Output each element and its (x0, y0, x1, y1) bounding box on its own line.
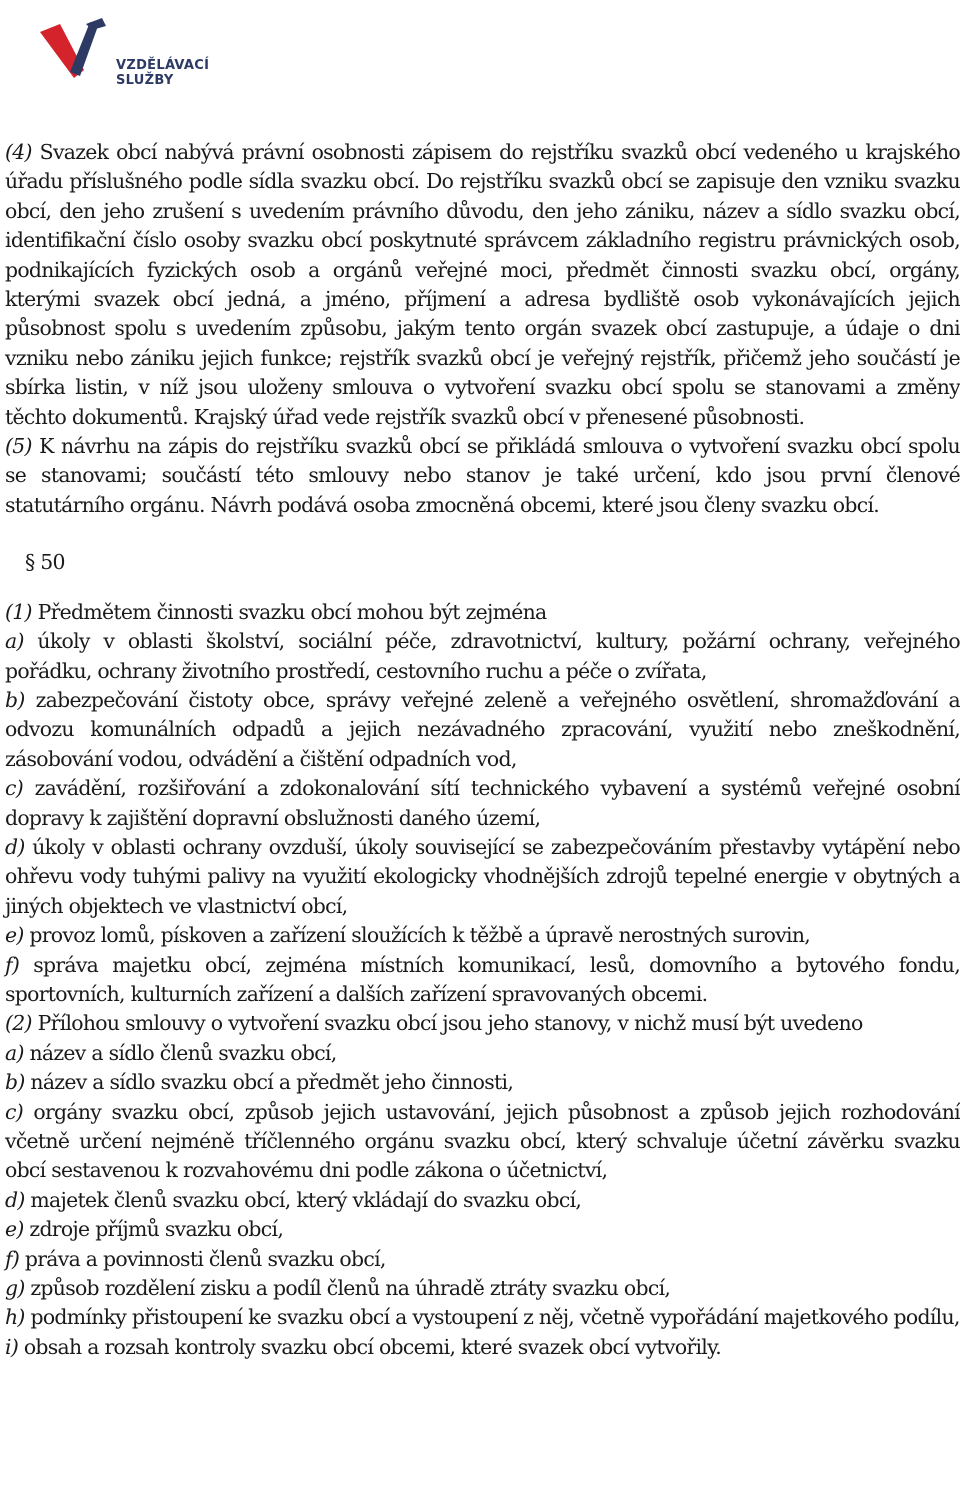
paragraph-label: a) (5, 1040, 24, 1065)
paragraph-text: obsah a rozsah kontroly svazku obcí obcemi, které svazek obcí vytvořily. (18, 1334, 721, 1359)
paragraph-label: f) (5, 952, 20, 977)
paragraph-label: c) (5, 776, 23, 801)
paragraph-text: Přílohou smlouvy o vytvoření svazku obcí jsou jeho stanovy, v nichž musí být uvedeno (31, 1011, 863, 1036)
paragraph-text: úkoly v oblasti školství, sociální péče, zdravotnictví, kultury, požární ochrany, veřejného pořádku, ochrany životního prostředí, cestovního ruchu a péče o zvířata, (5, 629, 960, 683)
paragraph-text: název a sídlo členů svazku obcí, (23, 1040, 337, 1065)
paragraph-text: práva a povinnosti členů svazku obcí, (19, 1246, 386, 1271)
paragraph (5, 951, 960, 1010)
logo-line-1: VZDĚLÁVACÍ (116, 58, 210, 73)
paragraph-text: podmínky přistoupení ke svazku obcí a vystoupení z něj, včetně vypořádání majetkového podílu, (24, 1305, 960, 1330)
paragraph (5, 1333, 960, 1362)
paragraph-label: a) (5, 629, 24, 654)
paragraph-label: b) (5, 1070, 25, 1095)
paragraph (5, 1215, 960, 1244)
paragraph-label: (2) (5, 1011, 32, 1036)
logo-line-2: SLUŽBY (116, 73, 174, 88)
paragraph (5, 1274, 960, 1303)
paragraph (5, 138, 960, 432)
paragraph (5, 1245, 960, 1274)
paragraph-text: správa majetku obcí, zejména místních komunikací, lesů, domovního a bytového fondu, sportovních, kulturních zařízení a dalších zařízení spravovaných obcemi. (5, 952, 960, 1006)
paragraph-label: b) (5, 687, 25, 712)
paragraph (5, 1039, 960, 1068)
section-heading: § 50 (25, 550, 65, 575)
paragraph-label: (4) (5, 140, 32, 164)
paragraphs-bottom (5, 598, 960, 1363)
paragraph-text: název a sídlo svazku obcí a předmět jeho činnosti, (24, 1070, 514, 1095)
paragraph-text: majetek členů svazku obcí, který vkládají do svazku obcí, (24, 1187, 582, 1212)
paragraph-label: d) (5, 834, 25, 859)
document-body (5, 138, 960, 1362)
paragraph-text: způsob rozdělení zisku a podíl členů na úhradě ztráty svazku obcí, (24, 1276, 671, 1301)
paragraph (5, 1098, 960, 1186)
paragraph-label: (5) (5, 434, 32, 459)
paragraph (5, 627, 960, 686)
paragraph (5, 432, 960, 520)
paragraph-label: c) (5, 1099, 23, 1124)
paragraph-label: h) (5, 1305, 25, 1330)
paragraph-text: úkoly v oblasti ochrany ovzduší, úkoly související se zabezpečováním přestavby vytápění nebo ohřevu vody tuhými palivy na využití ekologicky vhodnějších zdrojů tepelné energie v obytných a jiných objektech ve vlastnictví obcí, (5, 834, 960, 918)
paragraph (5, 1186, 960, 1215)
paragraph-label: d) (5, 1187, 25, 1212)
logo-wordmark (116, 58, 209, 88)
paragraph-text: zavádění, rozšiřování a zdokonalování sítí technického vybavení a systémů veřejné osobní dopravy k zajištění dopravní obslužnosti daného území, (5, 776, 960, 830)
paragraph (5, 833, 960, 921)
paragraph (5, 921, 960, 950)
paragraph-text: Svazek obcí nabývá právní osobnosti zápisem do rejstříku svazků obcí vedeného u krajského úřadu příslušného podle sídla svazku obcí. Do rejstříku svazků obcí se zapisuje den vzniku svazku obcí, den jeho zrušení s uvedením právního důvodu, den jeho zániku, název a sídlo svazku obcí, identifikační číslo osoby svazku obcí poskytnuté správcem základního registru právnických osob, podnikajících fyzických osob a orgánů veřejné moci, předmět činnosti svazku obcí, orgány, kterými svazek obcí jedná, a jméno, příjmení a adresa bydliště osob vykonávajících jejich působnost spolu s uvedením způsobu, jakým tento orgán svazek obcí zastupuje, a údaje o dni vzniku nebo zániku jejich funkce; rejstřík svazků obcí je veřejný rejstřík, přičemž jeho součástí je sbírka listin, v níž jsou uloženy smlouva o vytvoření svazku obcí spolu se stanovami a změny těchto dokumentů. Krajský úřad vede rejstřík svazků obcí v přenesené působnosti. (5, 140, 960, 429)
paragraph-text: zabezpečování čistoty obce, správy veřejné zeleně a veřejného osvětlení, shromažďování a odvozu komunálních odpadů a jejich nezávadného zpracování, využití nebo zneškodnění, zásobování vodou, odvádění a čištění odpadních vod, (5, 687, 960, 771)
paragraph (5, 686, 960, 774)
paragraph-label: f) (5, 1246, 20, 1271)
paragraph (5, 774, 960, 833)
paragraph-label: e) (5, 1217, 24, 1242)
paragraph-text: Předmětem činnosti svazku obcí mohou být zejména (31, 599, 547, 624)
paragraph-label: i) (5, 1334, 19, 1359)
paragraph-label: g) (5, 1276, 25, 1301)
paragraph (5, 1068, 960, 1097)
paragraph-text: orgány svazku obcí, způsob jejich ustavování, jejich působnost a způsob jejich rozhodování včetně určení nejméně tříčlenného orgánu svazku obcí, který schvaluje účetní závěrku svazku obcí sestavenou k rozvahovému dni podle zákona o účetnictví, (5, 1099, 960, 1183)
paragraph-text: K návrhu na zápis do rejstříku svazků obcí se přikládá smlouva o vytvoření svazku obcí spolu se stanovami; součástí této smlouvy nebo stanov je také určení, kdo jsou první členové statutárního orgánu. Návrh podává osoba zmocněná obcemi, které jsou členy svazku obcí. (5, 434, 960, 517)
paragraph-label: (1) (5, 599, 32, 624)
paragraph (5, 1009, 960, 1038)
paragraph (5, 1303, 960, 1332)
vzdelavaci-sluzby-logo (34, 14, 210, 94)
paragraph-text: zdroje příjmů svazku obcí, (23, 1217, 284, 1242)
paragraph-text: provoz lomů, pískoven a zařízení sloužících k těžbě a úpravě nerostných surovin, (23, 923, 811, 948)
paragraph-label: e) (5, 923, 24, 948)
paragraph (5, 598, 960, 627)
paragraphs-top (5, 138, 960, 520)
